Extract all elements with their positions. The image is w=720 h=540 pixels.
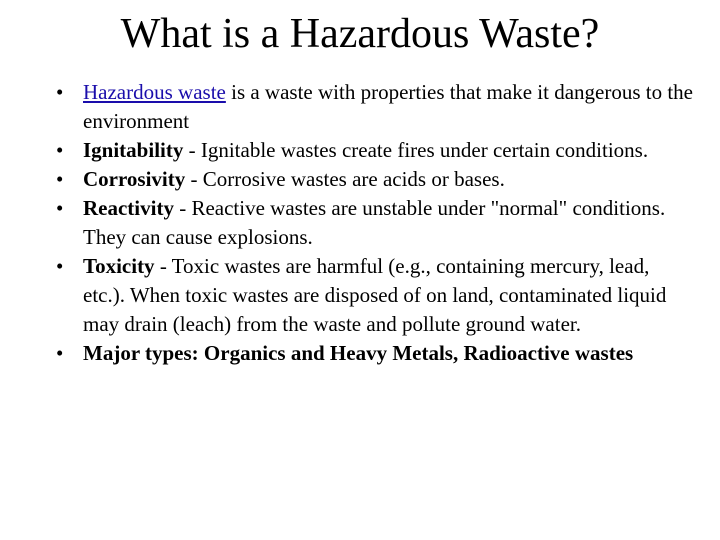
bullet-marker: • [56, 80, 64, 104]
term-toxicity: Toxicity [83, 254, 155, 278]
term-corrosivity: Corrosivity [83, 167, 186, 191]
bullet-toxicity [56, 252, 696, 339]
bullet-marker: • [56, 254, 64, 278]
bullet-text: is a waste with properties that make it dangerous to the environment [83, 80, 693, 133]
term-reactivity: Reactivity [83, 196, 174, 220]
hazardous-waste-link[interactable]: Hazardous waste [83, 80, 226, 104]
bullet-hazardous-waste [56, 78, 696, 136]
major-types-text: Major types: Organics and Heavy Metals, Radioactive wastes [83, 341, 634, 365]
bullet-text: - Corrosive wastes are acids or bases. [185, 167, 505, 191]
slide-title: What is a Hazardous Waste? [120, 11, 600, 57]
bullet-text: - Ignitable wastes create fires under certain conditions. [183, 138, 649, 162]
term-ignitability: Ignitability [83, 138, 184, 162]
bullet-marker: • [56, 341, 64, 365]
bullet-marker: • [56, 196, 64, 220]
bullet-list [56, 78, 696, 368]
bullet-marker: • [56, 167, 64, 191]
bullet-text: - Reactive wastes are unstable under "normal" conditions. They can cause explosions. [83, 196, 666, 249]
bullet-text: - Toxic wastes are harmful (e.g., containing mercury, lead, etc.). When toxic wastes are disposed of on land, contaminated liquid may drain (leach) from the waste and pollute ground water. [83, 254, 667, 336]
bullet-marker: • [56, 138, 64, 162]
bullet-corrosivity [56, 165, 696, 194]
bullet-reactivity [56, 194, 696, 252]
bullet-major-types [56, 339, 696, 368]
bullet-ignitability [56, 136, 696, 165]
